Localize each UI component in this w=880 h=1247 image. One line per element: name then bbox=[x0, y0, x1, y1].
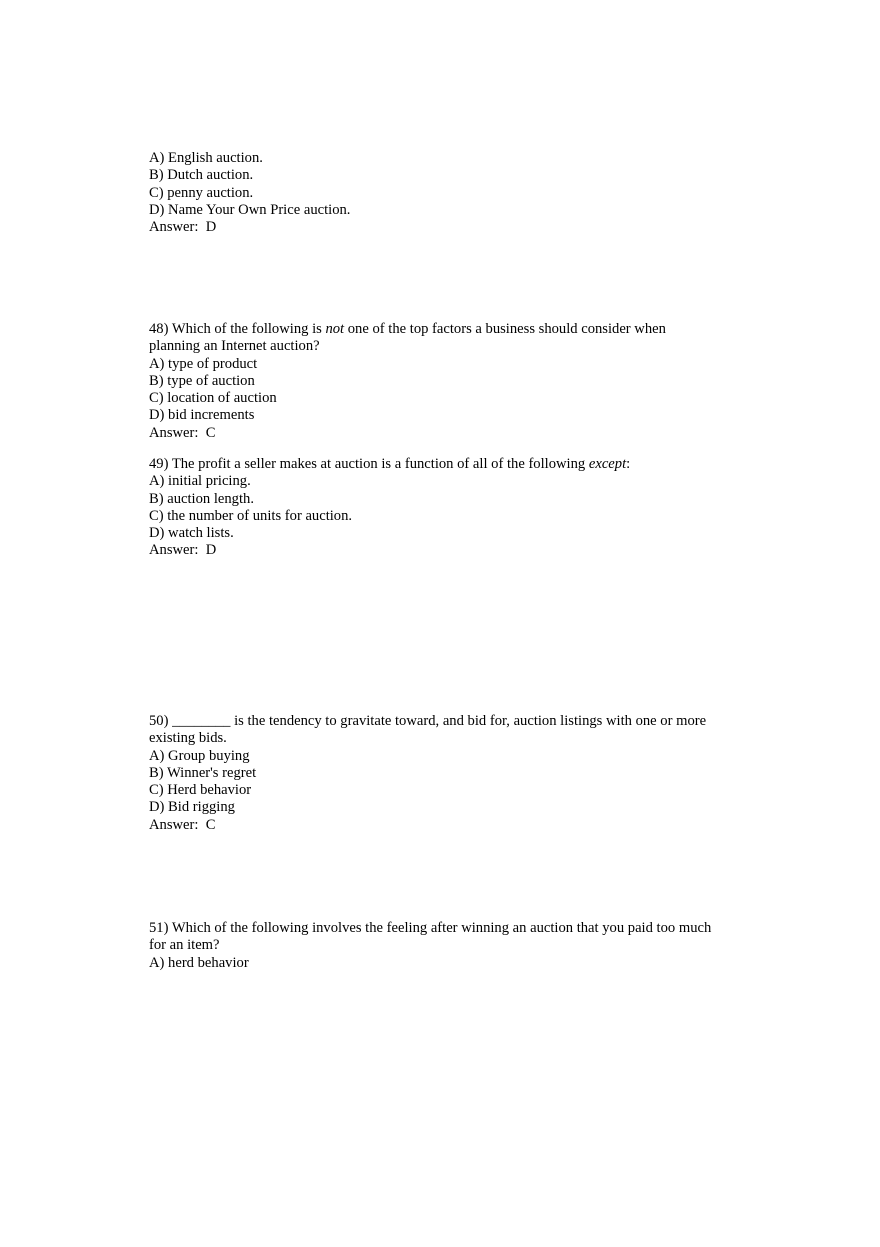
emphasis-except: except bbox=[588, 456, 627, 472]
question-49 bbox=[149, 456, 739, 560]
answer-value: D bbox=[205, 219, 217, 236]
option-c: C) location of auction bbox=[149, 390, 277, 407]
answer-value: C bbox=[205, 424, 216, 441]
option-c: C) penny auction. bbox=[149, 184, 254, 201]
answer-label: Answer: bbox=[149, 219, 199, 236]
emphasis-not: not bbox=[325, 321, 345, 337]
answer-line bbox=[149, 542, 739, 559]
option-c: C) the number of units for auction. bbox=[149, 507, 353, 524]
answer-label: Answer: bbox=[149, 816, 199, 833]
answer-line bbox=[149, 219, 739, 236]
option-a: A) herd behavior bbox=[149, 954, 249, 971]
option-d: D) watch lists. bbox=[149, 525, 234, 542]
option-d: D) Bid rigging bbox=[149, 799, 235, 816]
option-c: C) Herd behavior bbox=[149, 782, 252, 799]
answer-line bbox=[149, 817, 739, 834]
option-a: A) type of product bbox=[149, 355, 258, 372]
option-b: B) Dutch auction. bbox=[149, 167, 254, 184]
question-51 bbox=[149, 920, 739, 972]
option-b: B) auction length. bbox=[149, 490, 254, 507]
question-stem: 51) Which of the following involves the feeling after winning an auction that you paid too much bbox=[149, 920, 712, 936]
question-stem: 48) Which of the following is not one of the top factors a business should consider when bbox=[149, 321, 666, 337]
answer-line bbox=[149, 425, 739, 442]
option-a: A) initial pricing. bbox=[149, 473, 251, 490]
option-d: D) bid increments bbox=[149, 407, 255, 424]
question-stem-continued: planning an Internet auction? bbox=[149, 338, 320, 355]
option-a: A) English auction. bbox=[149, 150, 263, 166]
question-stem: 49) The profit a seller makes at auction is a function of all of the following except: bbox=[149, 456, 631, 472]
answer-label: Answer: bbox=[149, 424, 199, 441]
answer-value: C bbox=[205, 816, 216, 833]
option-b: B) Winner's regret bbox=[149, 764, 257, 781]
question-stem-continued: for an item? bbox=[149, 937, 220, 954]
question-stem-continued: existing bids. bbox=[149, 730, 227, 747]
question-stem: 50) ________ is the tendency to gravitate toward, and bid for, auction listings with one or more bbox=[149, 713, 707, 729]
option-a: A) Group buying bbox=[149, 747, 250, 764]
option-b: B) type of auction bbox=[149, 372, 255, 389]
option-d: D) Name Your Own Price auction. bbox=[149, 201, 351, 218]
question-48 bbox=[149, 321, 739, 442]
answer-label: Answer: bbox=[149, 542, 199, 559]
question-50 bbox=[149, 713, 739, 834]
answer-value: D bbox=[205, 542, 217, 559]
question-47-tail bbox=[149, 150, 739, 236]
